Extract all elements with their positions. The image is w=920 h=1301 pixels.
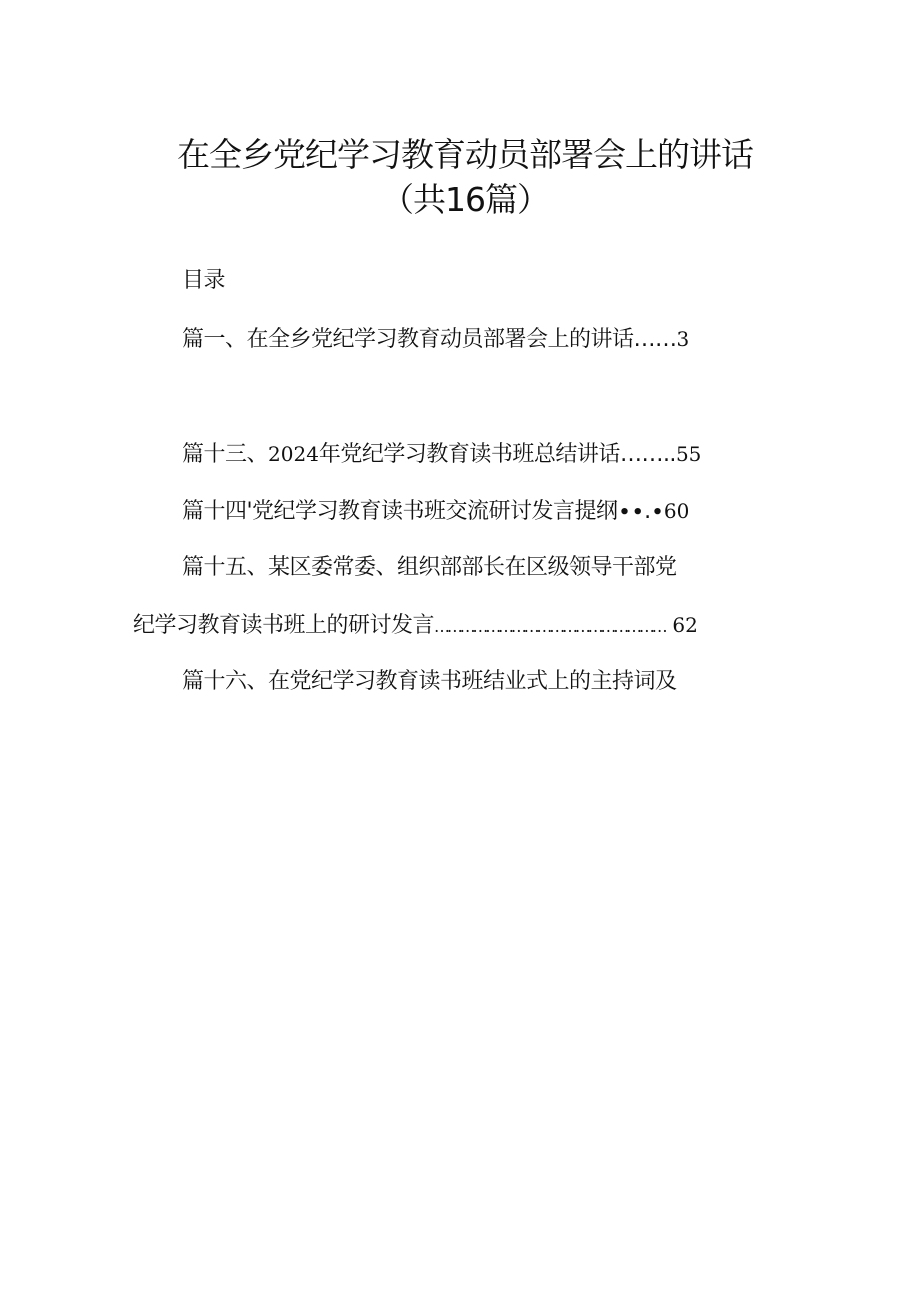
toc-entry-page: 55 xyxy=(675,442,702,466)
toc-entry-leader: …… xyxy=(633,327,677,352)
document-title-line2: （共16篇） xyxy=(381,180,549,219)
toc-entry-page: 60 xyxy=(663,499,690,523)
toc-entry-leader: ……………………………………………… xyxy=(434,617,665,636)
toc-entry-title-continued: 纪学习教育读书班上的研讨发言 xyxy=(133,613,435,638)
toc-entry-leader: …….. xyxy=(619,442,676,467)
toc-entry-title: 年党纪学习教育读书班总结讲话 xyxy=(318,442,620,467)
toc-entry-page: 3 xyxy=(676,327,690,351)
toc-entry-14[interactable] xyxy=(182,496,689,527)
toc-entry-title: 篇一、在全乡党纪学习教育动员部署会上的讲话 xyxy=(182,327,634,352)
toc-entry-15-line1[interactable] xyxy=(182,553,677,583)
toc-entry-page: 62 xyxy=(672,613,698,637)
toc-entry-leader: ∙∙.∙ xyxy=(617,499,664,524)
toc-entry-1[interactable] xyxy=(182,324,689,355)
toc-entry-title: 篇十六、在党纪学习教育读书班结业式上的主持词及 xyxy=(182,669,677,694)
toc-entry-prefix: 篇十三、 xyxy=(182,442,269,467)
toc-entry-year: 2024 xyxy=(268,442,319,466)
toc-entry-title: 篇十五、某区委常委、组织部部长在区级领导干部党 xyxy=(182,555,677,580)
toc-entry-15-line2[interactable] xyxy=(133,610,698,642)
toc-entry-16[interactable] xyxy=(182,667,677,697)
document-title-line1: 在全乡党纪学习教育动员部署会上的讲话 xyxy=(177,135,753,174)
toc-entry-title: 篇十四'党纪学习教育读书班交流研讨发言提纲 xyxy=(182,499,618,524)
toc-heading: 目录 xyxy=(182,268,226,293)
toc-entry-13[interactable] xyxy=(182,439,701,470)
